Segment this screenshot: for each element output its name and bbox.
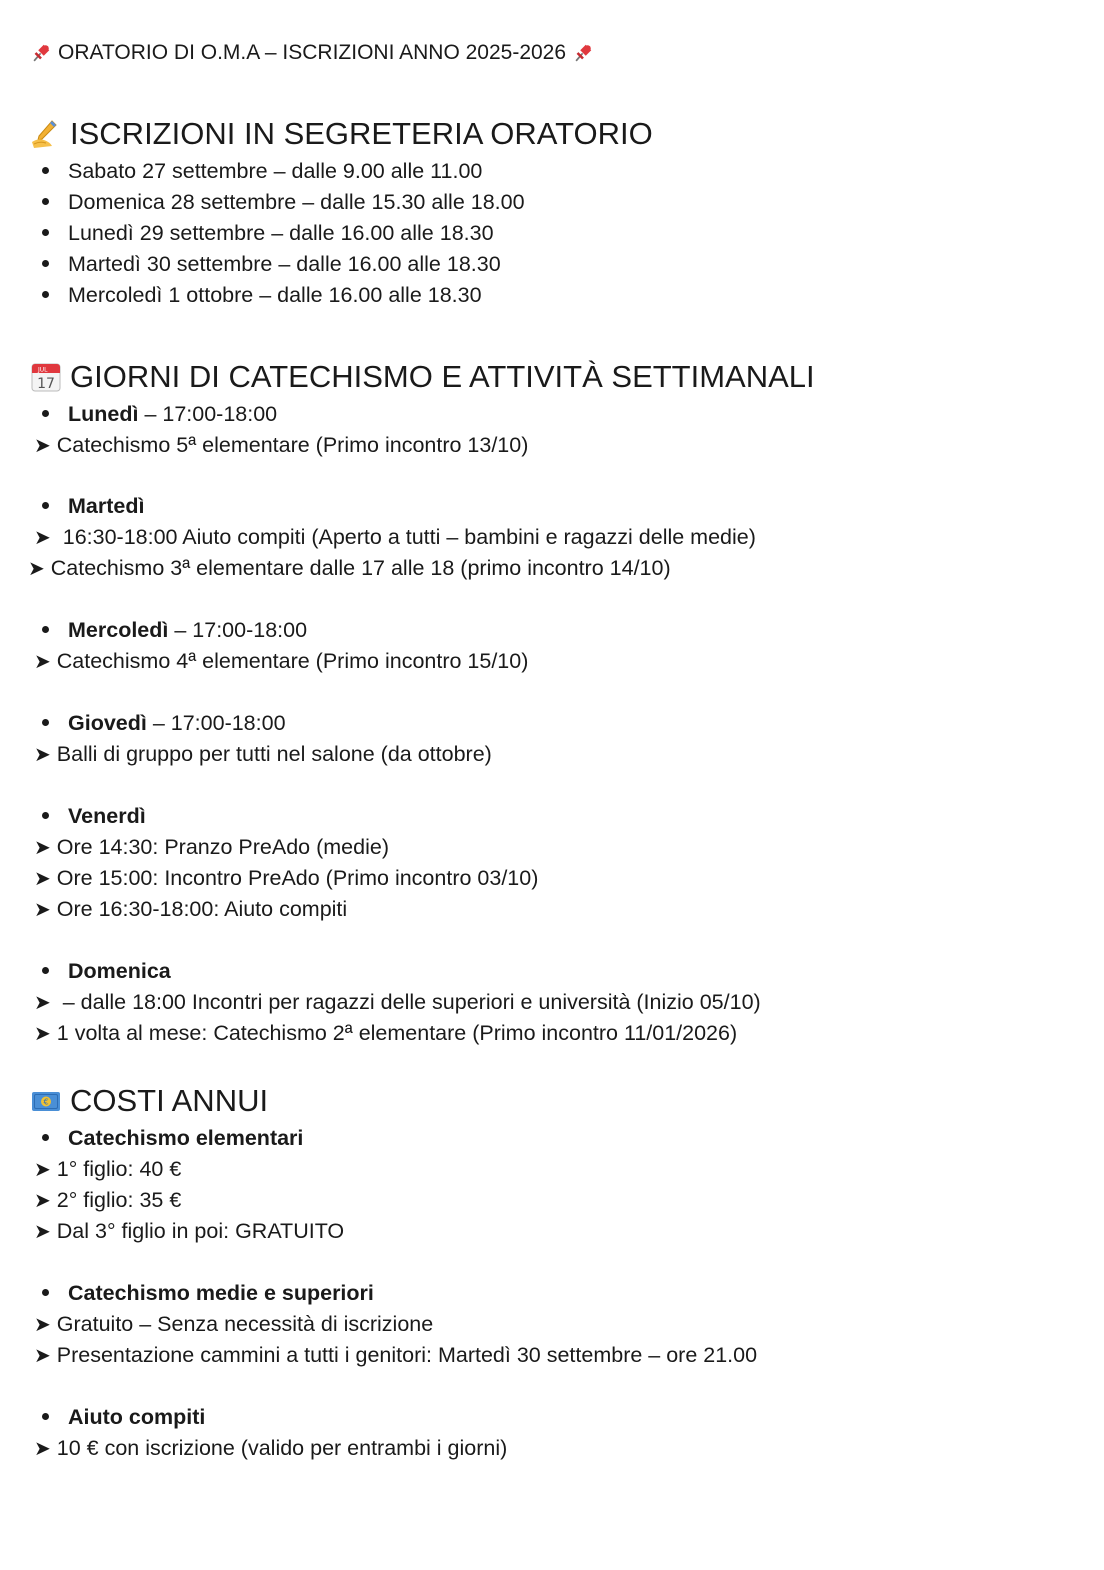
day-item-giovedi: Giovedì – 17:00-18:00	[42, 708, 286, 739]
arrow-line: ➤ Presentazione cammini a tutti i genitori: Martedì 30 settembre – ore 21.00	[34, 1343, 758, 1367]
euro-banknote-icon	[30, 1085, 62, 1117]
pushpin-icon	[30, 42, 52, 64]
day-item-venerdi: Venerdì	[42, 801, 146, 832]
arrow-line: ➤ 2° figlio: 35 €	[34, 1188, 182, 1212]
title-text: ORATORIO DI O.M.A – ISCRIZIONI ANNO 2025-2026	[58, 41, 567, 64]
cost-item-medie: Catechismo medie e superiori	[42, 1278, 374, 1309]
day-item-martedi: Martedì	[42, 491, 144, 522]
svg-text:€: €	[43, 1097, 49, 1107]
document-title	[30, 38, 594, 68]
arrow-line: ➤ Dal 3° figlio in poi: GRATUITO	[34, 1219, 345, 1243]
arrow-line: ➤ 10 € con iscrizione (valido per entrambi i giorni)	[34, 1436, 508, 1460]
list-item: Domenica 28 settembre – dalle 15.30 alle 18.00	[42, 187, 525, 218]
list-item: Sabato 27 settembre – dalle 9.00 alle 11.00	[42, 156, 482, 187]
arrow-line: ➤ – dalle 18:00 Incontri per ragazzi delle superiori e università (Inizio 05/10)	[34, 990, 761, 1014]
arrow-line: ➤ 1 volta al mese: Catechismo 2ª elementare (Primo incontro 11/01/2026)	[34, 1021, 738, 1045]
arrow-line: ➤ Gratuito – Senza necessità di iscrizione	[34, 1312, 434, 1336]
arrow-line: ➤ Catechismo 3ª elementare dalle 17 alle 18 (primo incontro 14/10)	[28, 556, 671, 580]
section-heading-giorni	[30, 357, 815, 397]
arrow-line: ➤ Ore 15:00: Incontro PreAdo (Primo incontro 03/10)	[34, 866, 539, 890]
arrow-line: ➤ Ore 14:30: Pranzo PreAdo (medie)	[34, 835, 389, 859]
heading-text: GIORNI DI CATECHISMO E ATTIVITÀ SETTIMANALI	[70, 359, 815, 394]
arrow-line: ➤ Balli di gruppo per tutti nel salone (da ottobre)	[34, 742, 492, 766]
list-item: Mercoledì 1 ottobre – dalle 16.00 alle 18.30	[42, 280, 482, 311]
arrow-line: ➤ 1° figlio: 40 €	[34, 1157, 182, 1181]
day-item-lunedi: Lunedì – 17:00-18:00	[42, 399, 277, 430]
calendar-month: JUL	[38, 366, 48, 374]
cost-item-elementari: Catechismo elementari	[42, 1123, 303, 1154]
calendar-icon	[30, 361, 62, 393]
arrow-line: ➤ Catechismo 5ª elementare (Primo incontro 13/10)	[34, 433, 529, 457]
section-heading-costi	[30, 1081, 268, 1121]
list-item: Lunedì 29 settembre – dalle 16.00 alle 18.30	[42, 218, 494, 249]
day-item-domenica: Domenica	[42, 956, 171, 987]
day-item-mercoledi: Mercoledì – 17:00-18:00	[42, 615, 307, 646]
arrow-line: ➤ Ore 16:30-18:00: Aiuto compiti	[34, 897, 348, 921]
cost-item-aiuto: Aiuto compiti	[42, 1402, 205, 1433]
list-item: Martedì 30 settembre – dalle 16.00 alle 18.30	[42, 249, 501, 280]
pushpin-icon	[572, 42, 594, 64]
heading-text: COSTI ANNUI	[70, 1083, 269, 1118]
arrow-line: ➤ 16:30-18:00 Aiuto compiti (Aperto a tutti – bambini e ragazzi delle medie)	[34, 525, 756, 549]
calendar-day: 17	[37, 376, 55, 392]
section-heading-iscrizioni	[30, 114, 653, 154]
writing-hand-icon	[30, 118, 62, 150]
heading-text: ISCRIZIONI IN SEGRETERIA ORATORIO	[70, 116, 653, 151]
arrow-line: ➤ Catechismo 4ª elementare (Primo incontro 15/10)	[34, 649, 529, 673]
